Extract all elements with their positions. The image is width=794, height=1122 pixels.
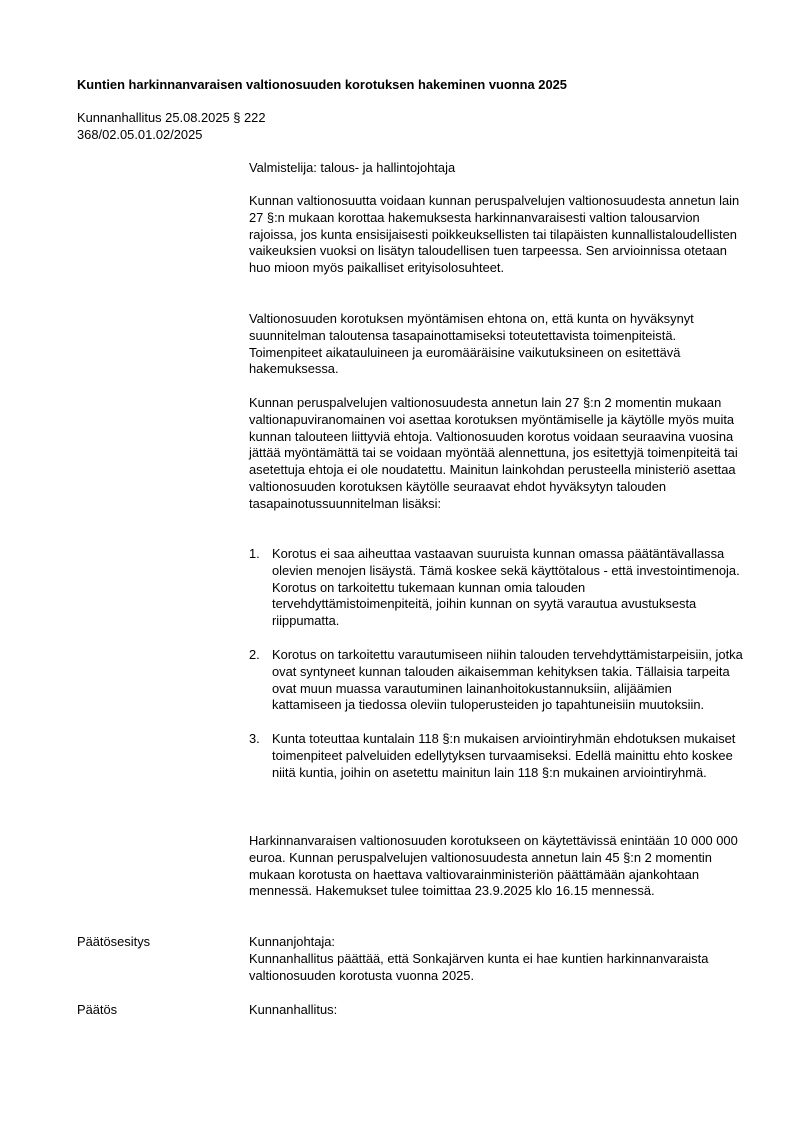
paragraph-text: Harkinnanvaraisen valtionosuuden korotukseen on käytettävissä enintään 10 000 000 euroa. Kunnan peruspalvelujen valtionosuudesta annetun lain 45 §:n 2 momentin mukaan korotusta on haettava valtiovarainministeriön päättämään ajankohtaan mennessä. Hakemukset tulee toimittaa 23.9.2025 klo 16.15 mennessä. — [249, 833, 738, 899]
meeting-reference: Kunnanhallitus 25.08.2025 § 222 — [77, 110, 266, 125]
list-number: 3. — [249, 731, 260, 747]
paragraph-text: Valtionosuuden korotuksen myöntämisen ehtona on, että kunta on hyväksynyt suunnitelman taloutensa tasapainottamiseksi toteutettavista toimenpiteistä. Toimenpiteet aikatauluineen ja euromääräisine vaikutuksineen on esitettävä hakemuksessa. — [249, 311, 694, 377]
document-title: Kuntien harkinnanvaraisen valtionosuuden korotuksen hakeminen vuonna 2025 — [77, 77, 567, 92]
record-number: 368/02.05.01.02/2025 — [77, 126, 203, 142]
list-item — [249, 546, 744, 630]
list-text: Korotus on tarkoitettu varautumiseen niihin talouden tervehdyttämistarpeisiin, jotka ovat syntyneet kunnan talouden aikaisemman kehityksen takia. Tällaisia tarpeita ovat muun muassa varautuminen lainanhoitokustannuksiin, alijäämien kattamiseen ja tiedossa oleviin tuloperusteiden jo tapahtuneisiin muutoksiin. — [272, 646, 743, 713]
paragraph-text: Kunnan peruspalvelujen valtionosuudesta annetun lain 27 §:n 2 momentin mukaan valtionapuviranomainen voi asettaa korotuksen myöntämiselle ja käytölle myös muita kunnan talouteen liittyviä ehtoja. Valtionosuuden korotus voidaan seuraavina vuosina jättää myöntämättä tai se voidaan myöntää alennettuna, jos esitettyjä toimenpiteitä tai asetettuja ehtoja ei ole noudatettu. Mainitun lainkohdan perusteella ministeriö asettaa valtionosuuden korotuksen käytölle seuraavat ehdot hyväksytyn talouden tasapainotussuunnitelman lisäksi: — [249, 395, 738, 511]
proposal-block — [249, 934, 744, 984]
decision-text: Kunnanhallitus: — [249, 1002, 338, 1017]
list-text: Kunta toteuttaa kuntalain 118 §:n mukaisen arviointiryhmän ehdotuksen mukaiset toimenpiteet palveluiden edellytyksen turvaamiseksi. Edellä mainittu ehto koskee niitä kuntia, joihin on asetettu mainitun lain 118 §:n mukainen arviointiryhmä. — [272, 731, 736, 780]
paragraph-4 — [249, 833, 744, 900]
decision-label: Päätös — [77, 1002, 118, 1017]
paragraph-text: Kunnan valtionosuutta voidaan kunnan peruspalvelujen valtionosuudesta annetun lain 27 §:n mukaan korottaa hakemuksesta harkinnanvaraisesti valtion talousarvion rajoissa, jos kunta ensisijaisesti poikkeuksellisten tai tilapäisten kunnallistaloudellisten vaikeuksien vuoksi on lisätyn taloudellisen tuen tarpeessa. Sen arvioinnissa otetaan huo mioon myös paikalliset erityisolosuhteet. — [249, 193, 740, 276]
list-item — [249, 647, 744, 714]
proposal-label: Päätösesitys — [77, 934, 151, 949]
list-number: 2. — [249, 646, 260, 662]
proposal-presenter: Kunnanjohtaja: — [249, 934, 336, 949]
paragraph-1 — [249, 193, 744, 277]
proposal-text: Kunnanhallitus päättää, että Sonkajärven kunta ei hae kuntien harkinnanvaraista valtionosuuden korotusta vuonna 2025. — [249, 950, 709, 983]
paragraph-2 — [249, 311, 744, 378]
meeting-meta — [77, 110, 266, 144]
list-text: Korotus ei saa aiheuttaa vastaavan suuruista kunnan omassa päätäntävallassa olevien menojen lisäystä. Tämä koskee sekä käyttötalous - että investointimenoja. Korotus on tarkoitettu tukemaan kunnan omia talouden tervehdyttämistoimenpiteitä, joihin kunnan on syytä varautua avustuksesta riippumatta. — [272, 546, 740, 629]
list-number: 1. — [249, 546, 260, 561]
list-item — [249, 731, 744, 781]
paragraph-3 — [249, 395, 744, 513]
preparer-line: Valmistelija: talous- ja hallintojohtaja — [249, 160, 456, 175]
conditions-list — [249, 546, 744, 799]
